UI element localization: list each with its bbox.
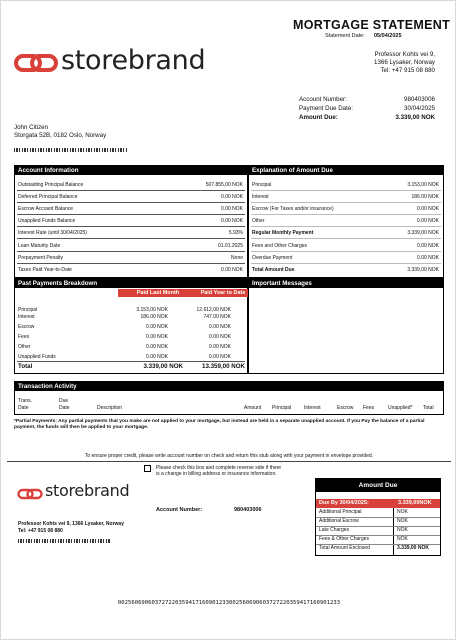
past-payments-ytd: 747.00 NOK bbox=[203, 314, 231, 320]
amount-due-row bbox=[316, 518, 440, 526]
storebrand-logo-icon bbox=[14, 53, 58, 73]
explanation-label: Regular Monthly Payment bbox=[252, 230, 314, 236]
account-info-label: Deferred Principal Balance bbox=[18, 194, 78, 200]
past-payments-last-month: 0.00 NOK bbox=[146, 354, 168, 360]
past-payments-row bbox=[15, 354, 247, 360]
col-principal: Principal bbox=[272, 405, 292, 411]
lender-phone: Tel: +47 915 08 880 bbox=[380, 67, 435, 74]
amount-due-row-label: Total Amount Enclosed bbox=[319, 545, 370, 551]
past-payments-ytd: 0.00 NOK bbox=[209, 324, 231, 330]
account-info-value: 0.00 NOK bbox=[221, 218, 243, 224]
col-total: Total bbox=[423, 405, 434, 411]
past-payments-ytd: 0.00 NOK bbox=[209, 344, 231, 350]
col-unapplied: Unapplied* bbox=[388, 405, 413, 411]
explanation-divider bbox=[251, 202, 441, 203]
explanation-row bbox=[249, 230, 443, 237]
explanation-divider bbox=[251, 238, 441, 239]
explanation-value: 0.00 NOK bbox=[417, 243, 439, 249]
past-payments-box bbox=[14, 278, 248, 374]
explanation-value: 0.00 NOK bbox=[417, 255, 439, 261]
col-trans: Trans. bbox=[18, 398, 32, 404]
paid-year-to-date-header: Paid Year to Date bbox=[198, 289, 248, 297]
explanation-divider bbox=[251, 214, 441, 215]
account-info-value: 0.00 NOK bbox=[221, 267, 243, 273]
amount-due-row bbox=[316, 536, 440, 544]
important-messages-box bbox=[248, 278, 444, 374]
account-info-label: Loan Maturity Date bbox=[18, 243, 61, 249]
past-payments-label: Fees bbox=[18, 334, 30, 340]
transaction-activity-header: Transaction Activity bbox=[15, 382, 443, 391]
account-info-value: 0.00 NOK bbox=[221, 206, 243, 212]
account-info-label: Escrow Account Balance bbox=[18, 206, 74, 212]
stub-address-line-2: Tel: +47 915 08 880 bbox=[18, 528, 63, 534]
statement-date: 05/04/2025 bbox=[374, 33, 402, 39]
account-info-divider bbox=[17, 226, 245, 227]
account-info-value: 0.00 NOK bbox=[221, 194, 243, 200]
account-info-row bbox=[15, 206, 247, 213]
account-info-label: Prepayment Penalty bbox=[18, 255, 64, 261]
amount-due-row-value: 3.339,00 NOK bbox=[397, 545, 429, 551]
account-info-row bbox=[15, 243, 247, 250]
col-amount: Amount bbox=[244, 405, 262, 411]
explanation-row bbox=[249, 243, 443, 250]
explanation-divider bbox=[251, 251, 441, 252]
past-payments-last-month: 3.153,00 NOK bbox=[136, 307, 168, 313]
explanation-row bbox=[249, 206, 443, 213]
explanation-label: Interest bbox=[252, 194, 269, 200]
explanation-value: 0.00 NOK bbox=[417, 218, 439, 224]
payment-due-date: 30/04/2025 bbox=[404, 105, 435, 112]
explanation-value: 3.339,00 NOK bbox=[407, 267, 439, 273]
past-payments-label: Escrow bbox=[18, 324, 35, 330]
explanation-label: Escrow (For Taxes and/or insurance) bbox=[252, 206, 334, 212]
amount-due: 3.339,00 NOK bbox=[395, 114, 435, 121]
payment-due-label: Payment Due Date: bbox=[299, 105, 353, 112]
lender-address-line-1: Professor Kohts vei 9, bbox=[374, 51, 435, 58]
stub-postal-barcode bbox=[18, 539, 110, 543]
stub-logo-icon bbox=[17, 487, 43, 499]
stub-account-number-label: Account Number: bbox=[156, 507, 203, 513]
statement-date-label: Statement Date: bbox=[325, 33, 365, 39]
address-change-checkbox[interactable] bbox=[144, 465, 151, 472]
col-fees: Fees bbox=[363, 405, 375, 411]
brand-name: storebrand bbox=[61, 45, 206, 76]
past-total-last-month: 3.339,00 NOK bbox=[143, 363, 183, 370]
partial-payments-note bbox=[14, 419, 429, 432]
amount-due-row bbox=[316, 509, 440, 517]
explanation-value: 0.00 NOK bbox=[417, 206, 439, 212]
statement-title: MORTGAGE STATEMENT bbox=[293, 18, 451, 32]
partial-payments-text: Any partial payments that you make are not applied to your mortgage, but instead are held in a separate unapplied account. If you Pay the balance of a partial payment, the funds will then be applied to your mortgage. bbox=[14, 419, 425, 431]
due-by-label: Due By 30/04/2025: bbox=[319, 500, 369, 506]
explanation-value: 186.00 NOK bbox=[411, 194, 439, 200]
stub-address-line-1: Professor Kohts vei 9, 1366 Lysaker, Norway bbox=[18, 521, 124, 527]
customer-name: John Citizen bbox=[14, 124, 49, 131]
micr-line: 002560690603727220359417160901233002560690603727220359417160901233 bbox=[117, 600, 341, 606]
col-trans-date: Date bbox=[18, 405, 29, 411]
col-due-date: Date bbox=[59, 405, 70, 411]
explanation-row bbox=[249, 267, 443, 274]
paid-last-month-header: Paid Last Month bbox=[118, 289, 198, 297]
account-info-row bbox=[15, 194, 247, 201]
account-info-divider bbox=[17, 251, 245, 252]
explanation-label: Overdue Payment bbox=[252, 255, 293, 261]
past-payments-ytd: 12.612,00 NOK bbox=[196, 307, 231, 313]
account-info-row bbox=[15, 182, 247, 189]
account-info-divider bbox=[17, 214, 245, 215]
amount-due-row-value: NOK bbox=[397, 518, 408, 524]
past-payments-row bbox=[15, 344, 247, 350]
past-payments-last-month: 0.00 NOK bbox=[146, 324, 168, 330]
amount-due-row-label: Late Charges bbox=[319, 527, 350, 533]
past-payments-label: Principal bbox=[18, 307, 38, 313]
past-payments-ytd: 0.00 NOK bbox=[209, 334, 231, 340]
account-info-value: 507.855,00 NOK bbox=[205, 182, 243, 188]
account-info-row bbox=[15, 255, 247, 262]
explanation-label: Fees and Other Charges bbox=[252, 243, 308, 249]
stub-brand-name: storebrand bbox=[45, 481, 130, 500]
account-info-row bbox=[15, 230, 247, 237]
past-payments-last-month: 0.00 NOK bbox=[146, 344, 168, 350]
amount-due-row-label: Additional Escrow bbox=[319, 518, 359, 524]
explanation-header: Explanation of Amount Due bbox=[249, 166, 443, 175]
account-info-divider bbox=[17, 238, 245, 239]
amount-due-box bbox=[315, 478, 441, 556]
explanation-divider bbox=[251, 226, 441, 227]
account-number-label: Account Number: bbox=[299, 96, 347, 103]
explanation-row bbox=[249, 218, 443, 225]
checkbox-text-line-1: Please check this box and complete reverse side if there bbox=[156, 465, 282, 471]
account-info-value: 01.01.2025 bbox=[217, 243, 243, 249]
lender-address-line-2: 1366 Lysaker, Norway bbox=[374, 59, 435, 66]
account-info-value: 5.93% bbox=[228, 230, 243, 236]
col-escrow: Escrow bbox=[337, 405, 354, 411]
account-info-label: Taxes Paid Year-to-Date bbox=[18, 267, 72, 273]
account-info-divider bbox=[17, 202, 245, 203]
explanation-label: Principal bbox=[252, 182, 272, 188]
account-number: 980403006 bbox=[404, 96, 435, 103]
important-messages-header: Important Messages bbox=[249, 279, 443, 288]
amount-due-row bbox=[316, 545, 440, 553]
explanation-value: 3.153,00 NOK bbox=[407, 182, 439, 188]
col-due: Due bbox=[59, 398, 69, 404]
amount-due-row-value: NOK bbox=[397, 536, 408, 542]
partial-payments-lead: *Partial Payments: bbox=[14, 419, 59, 424]
explanation-divider bbox=[251, 263, 441, 264]
customer-address: Storgata 52B, 0182 Oslo, Norway bbox=[14, 132, 107, 139]
past-payments-header: Past Payments Breakdown bbox=[15, 279, 247, 288]
account-information-header: Account Information bbox=[15, 166, 247, 175]
account-info-label: Interest Rate (until 30/04/2025) bbox=[18, 230, 87, 236]
amount-due-box-header: Amount Due bbox=[316, 479, 440, 492]
explanation-label: Other bbox=[252, 218, 265, 224]
amount-due-label: Amount Due: bbox=[299, 114, 338, 121]
account-info-row bbox=[15, 267, 247, 274]
past-payments-last-month: 0.00 NOK bbox=[146, 334, 168, 340]
account-information-box bbox=[14, 165, 248, 278]
past-payments-label: Unapplied Funds bbox=[18, 354, 56, 360]
past-payments-row bbox=[15, 334, 247, 340]
account-info-divider bbox=[17, 263, 245, 264]
past-payments-row bbox=[15, 307, 247, 313]
explanation-label: Total Amount Due bbox=[252, 267, 295, 273]
past-payments-row bbox=[15, 324, 247, 330]
due-by-row bbox=[316, 499, 440, 508]
explanation-row bbox=[249, 255, 443, 262]
col-description: Description bbox=[97, 405, 123, 411]
past-payments-row bbox=[15, 314, 247, 320]
explanation-divider bbox=[251, 190, 441, 191]
explanation-row bbox=[249, 182, 443, 189]
amount-due-row-label: Additional Principal bbox=[319, 509, 362, 515]
amount-due-row-label: Fees & Other Charges bbox=[319, 536, 370, 542]
col-interest: Interest bbox=[304, 405, 321, 411]
transaction-activity-box bbox=[14, 381, 444, 415]
remit-instruction: To ensure proper credit, please write account number on check and return this stub along with your payment in envelope provided. bbox=[84, 453, 374, 459]
past-total-ytd: 13.359,00 NOK bbox=[202, 363, 245, 370]
account-info-label: Unapplied Funds Balance bbox=[18, 218, 76, 224]
account-info-label: Outstaiding Principal Balance bbox=[18, 182, 84, 188]
amount-due-row bbox=[316, 527, 440, 535]
checkbox-text-line-2: is a change in billing address or insurance information. bbox=[156, 471, 277, 477]
explanation-value: 3.339,00 NOK bbox=[407, 230, 439, 236]
stub-account-number: 980403006 bbox=[234, 507, 262, 513]
past-payments-last-month: 186.00 NOK bbox=[140, 314, 168, 320]
postal-barcode bbox=[14, 148, 128, 152]
explanation-row bbox=[249, 194, 443, 201]
past-payments-ytd: 0.00 NOK bbox=[209, 354, 231, 360]
account-info-row bbox=[15, 218, 247, 225]
amount-due-row-value: NOK bbox=[397, 509, 408, 515]
past-payments-label: Interest bbox=[18, 314, 35, 320]
account-info-value: None bbox=[231, 255, 243, 261]
past-payments-label: Other bbox=[18, 344, 31, 350]
past-total-label: Total bbox=[18, 363, 33, 370]
amount-due-row-value: NOK bbox=[397, 527, 408, 533]
explanation-box bbox=[248, 165, 444, 278]
account-info-divider bbox=[17, 190, 245, 191]
due-by-value: 3.339,00NOK bbox=[398, 500, 432, 506]
stub-divider bbox=[7, 461, 451, 462]
